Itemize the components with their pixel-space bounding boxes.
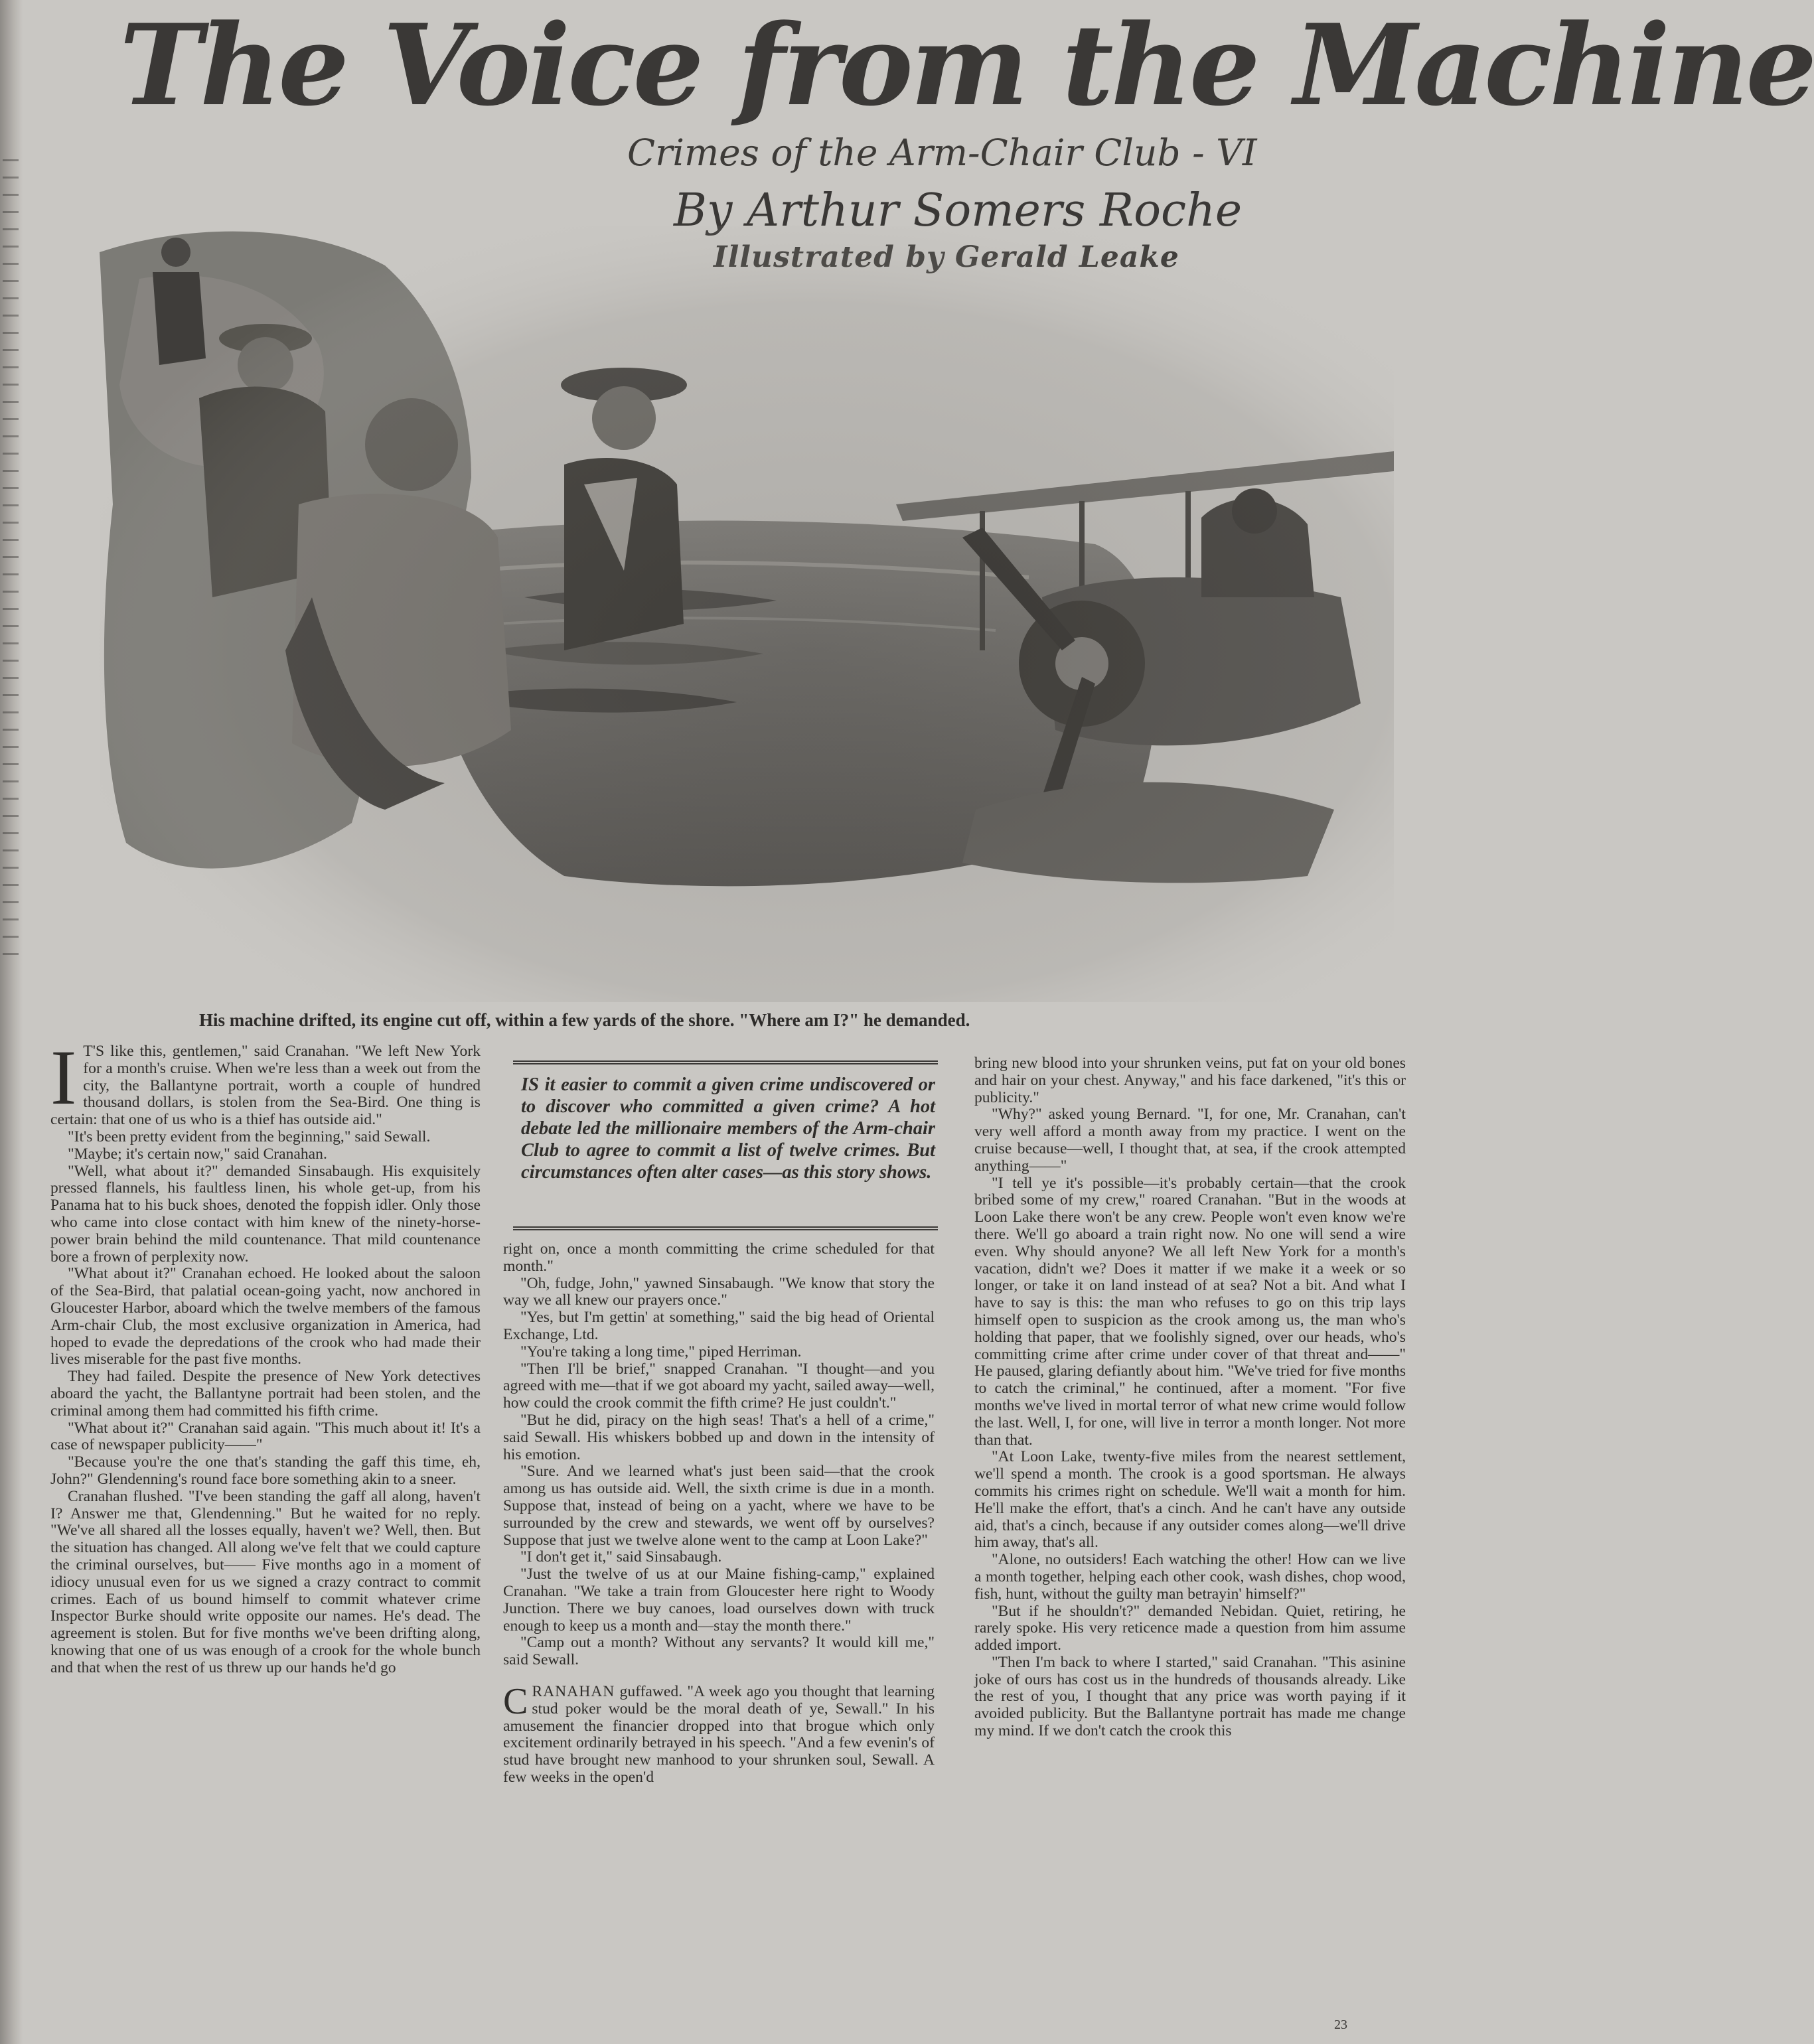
paragraph: "Maybe; it's certain now," said Cranahan. — [68, 1145, 327, 1163]
paragraph: "What about it?" Cranahan echoed. He looked about the saloon of the Sea-Bird, that palatial ocean-going yacht, now anchored in Gloucester Harbor, aboard which the twelve members of the famous Arm-chair Club, the most exclusive organization in America, had hoped to evade the depredations of the crook who had made their lives miserable for the past five months. — [50, 1265, 481, 1368]
facing-page-text — [3, 159, 19, 956]
paragraph: "It's been pretty evident from the beginning," said Sewall. — [68, 1128, 431, 1145]
text-column-2 — [503, 1241, 935, 1787]
paragraph: "Well, what about it?" demanded Sinsabaugh. His exquisitely pressed flannels, his faultless linen, his whole get-up, from his Panama hat to his buck shoes, denoted the foppish idler. Only those who came into close contact with him knew of the ninety-horse-power brain behind the mild countenance. That mild countenance bore a frown of perplexity now. — [50, 1162, 481, 1266]
section-paragraph: CRANAHAN guffawed. "A week ago you thought that learning stud poker would be the moral death of ye, Sewall." In his amusement the financier dropped into that brogue which only excitement ordinarily betrayed in his speech. "And a few evenin's of stud have brought new manhood to your shrunken soul, Sewall. A few weeks in the open'd — [503, 1680, 935, 1786]
paragraph: "Alone, no outsiders! Each watching the other! How can we live a month together, helping each other cook, wash dishes, chop wood, fish, hunt, without the guilty man betrayin' himself?" — [974, 1551, 1406, 1603]
paragraph: Cranahan flushed. "I've been standing the gaff all along, haven't I? Answer me that, Glendenning." But he waited for no reply. "We've all shared all the losses equally, haven't we? Well, then. But the situation has changed. All along we've felt that we could capture the criminal ourselves, but—— Five months ago in a moment of idiocy unusual even for us we signed a crazy contract to commit crimes. Each of us bound himself to commit whatever crime Inspector Burke should write opposite our names. He's dead. The agreement is stolen. But for five months we've been drifting along, knowing that one of us was enough of a crook for the whole bunch and that when the rest of us threw up our hands he'd go — [50, 1487, 481, 1676]
paragraph: "Oh, fudge, John," yawned Sinsabaugh. "We know that story the way we all knew our prayers once." — [503, 1274, 935, 1309]
author-byline: By Arthur Somers Roche — [674, 184, 1243, 237]
paragraph: I T'S like this, gentlemen," said Cranahan. "We left New York for a month's cruise. When we're less than a week out from the city, the Ballantyne portrait, worth a couple of hundred thousand dollars, is stolen from the Sea-Bird. One thing is certain: that one of us who is a thief has outside aid." — [50, 1034, 481, 1129]
page-number: 23 — [1334, 2017, 1347, 2032]
illustration-caption: His machine drifted, its engine cut off, within a few yards of the shore. "Where am I?" he demanded. — [199, 1010, 970, 1030]
article-title: The Voice from the Machine — [119, 0, 1814, 131]
paragraph: "Camp out a month? Without any servants? It would kill me," said Sewall. — [503, 1634, 935, 1669]
paragraph: "Then I'm back to where I started," said Cranahan. "This asinine joke of ours has cost us in the hundreds of thousands already. Like the rest of you, I thought that any price was worth paying if it avoided publicity. But the Ballantyne portrait has made me change my mind. If we don't catch the crook this — [974, 1653, 1406, 1740]
paragraph: They had failed. Despite the presence of New York detectives aboard the yacht, the Ballantyne portrait had been stolen, and the criminal among them had committed his fifth crime. — [50, 1368, 481, 1420]
paragraph: "Yes, but I'm gettin' at something," said the big head of Oriental Exchange, Ltd. — [503, 1309, 935, 1343]
paragraph: "What about it?" Cranahan said again. "This much about it! It's a case of newspaper publicity——" — [50, 1419, 481, 1454]
paragraph: right on, once a month committing the crime scheduled for that month." — [503, 1240, 935, 1275]
illustrator-credit: Illustrated by Gerald Leake — [714, 240, 1179, 274]
text-column-3 — [974, 1055, 1406, 1740]
paragraph: "At Loon Lake, twenty-five miles from the nearest settlement, we'll spend a month. The crook is a good sportsman. He always commits his crimes right on schedule. We'll wait a month for him. He'll make the effort, that's a cinch. And he can't have any outside aid, that's a cinch, because if any outsider comes along—we'll drive him away, that's all. — [974, 1448, 1406, 1552]
paragraph: "Then I'll be brief," snapped Cranahan. "I thought—and you agreed with me—that if we got aboard my yacht, sailed away—well, how could the crook commit the fifth crime? He just couldn't." — [503, 1360, 935, 1412]
paragraph: "Just the twelve of us at our Maine fishing-camp," explained Cranahan. "We take a train from Gloucester here right to Woody Junction. There we buy canoes, load ourselves down with truck enough to keep us a month and—stay the month there." — [503, 1566, 935, 1635]
paragraph: bring new blood into your shrunken veins, put fat on your old bones and hair on your chest. Anyway," and his face darkened, "it's this or publicity." — [974, 1055, 1406, 1106]
drop-cap: C — [503, 1680, 528, 1722]
pull-quote: IS it easier to commit a given crime undiscovered or to discover who committed a given crime? A hot debate led the millionaire members of the Arm-chair Club to agree to commit a list of twelve crimes. But circumstances often alter cases—as this story shows. — [521, 1074, 935, 1183]
illustration — [100, 226, 1394, 1002]
drop-cap: I — [50, 1034, 77, 1121]
paragraph: "You're taking a long time," piped Herriman. — [520, 1343, 802, 1360]
paragraph: "I don't get it," said Sinsabaugh. — [520, 1548, 722, 1566]
paragraph: "But he did, piracy on the high seas! That's a hell of a crime," said Sewall. His whiskers bobbed up and down in the intensity of his emotion. — [503, 1411, 935, 1463]
paragraph: "Sure. And we learned what's just been said—that the crook among us has outside aid. Well, the sixth crime is due in a month. Suppose that, instead of being on a yacht, where we have to be surrounded by the crew and stewards, we went off by ourselves? Suppose that just we twelve alone went to the camp at Loon Lake?" — [503, 1463, 935, 1549]
pull-quote-box — [513, 1060, 938, 1230]
paragraph: "Why?" asked young Bernard. "I, for one, Mr. Cranahan, can't very well afford a month away from my practice. I went on the cruise because—well, I thought that, at sea, if the crook attempted anything——" — [974, 1106, 1406, 1175]
paragraph: "I tell ye it's possible—it's probably certain—that the crook bribed some of my crew," roared Cranahan. "But in the woods at Loon Lake there won't be any crew. People won't even know we're there. We'll go aboard a train right now. No one will send a wire even. Why should anyone? We all left New York for a month's vacation, didn't we? Does it matter if we make it a week or so longer, or take it on land instead of at sea? Not a bit. And what I have to say is this: the man who refuses to go on this trip lays himself open to suspicion as the crook among us, the man who's holding that paper, that we foolishly signed, over our heads, who's committing crime after crime under cover of that threat and——" He paused, glaring defiantly about him. "We've tried for five months to catch the criminal," he continued, after a moment. "For five months we've lived in mortal terror of what new crime would follow the last. Well, I, for one, will live in terror a month longer. Not more than that. — [974, 1174, 1406, 1449]
series-subtitle: Crimes of the Arm-Chair Club - VI — [627, 131, 1257, 174]
text-column-1 — [50, 1034, 481, 1676]
paragraph: "Because you're the one that's standing the gaff this time, eh, John?" Glendenning's round face bore something akin to a sneer. — [50, 1453, 481, 1488]
paragraph: "But if he shouldn't?" demanded Nebidan. Quiet, retiring, he rarely spoke. His very reticence made a question from him assume added import. — [974, 1602, 1406, 1654]
binding-gutter — [0, 0, 23, 2044]
